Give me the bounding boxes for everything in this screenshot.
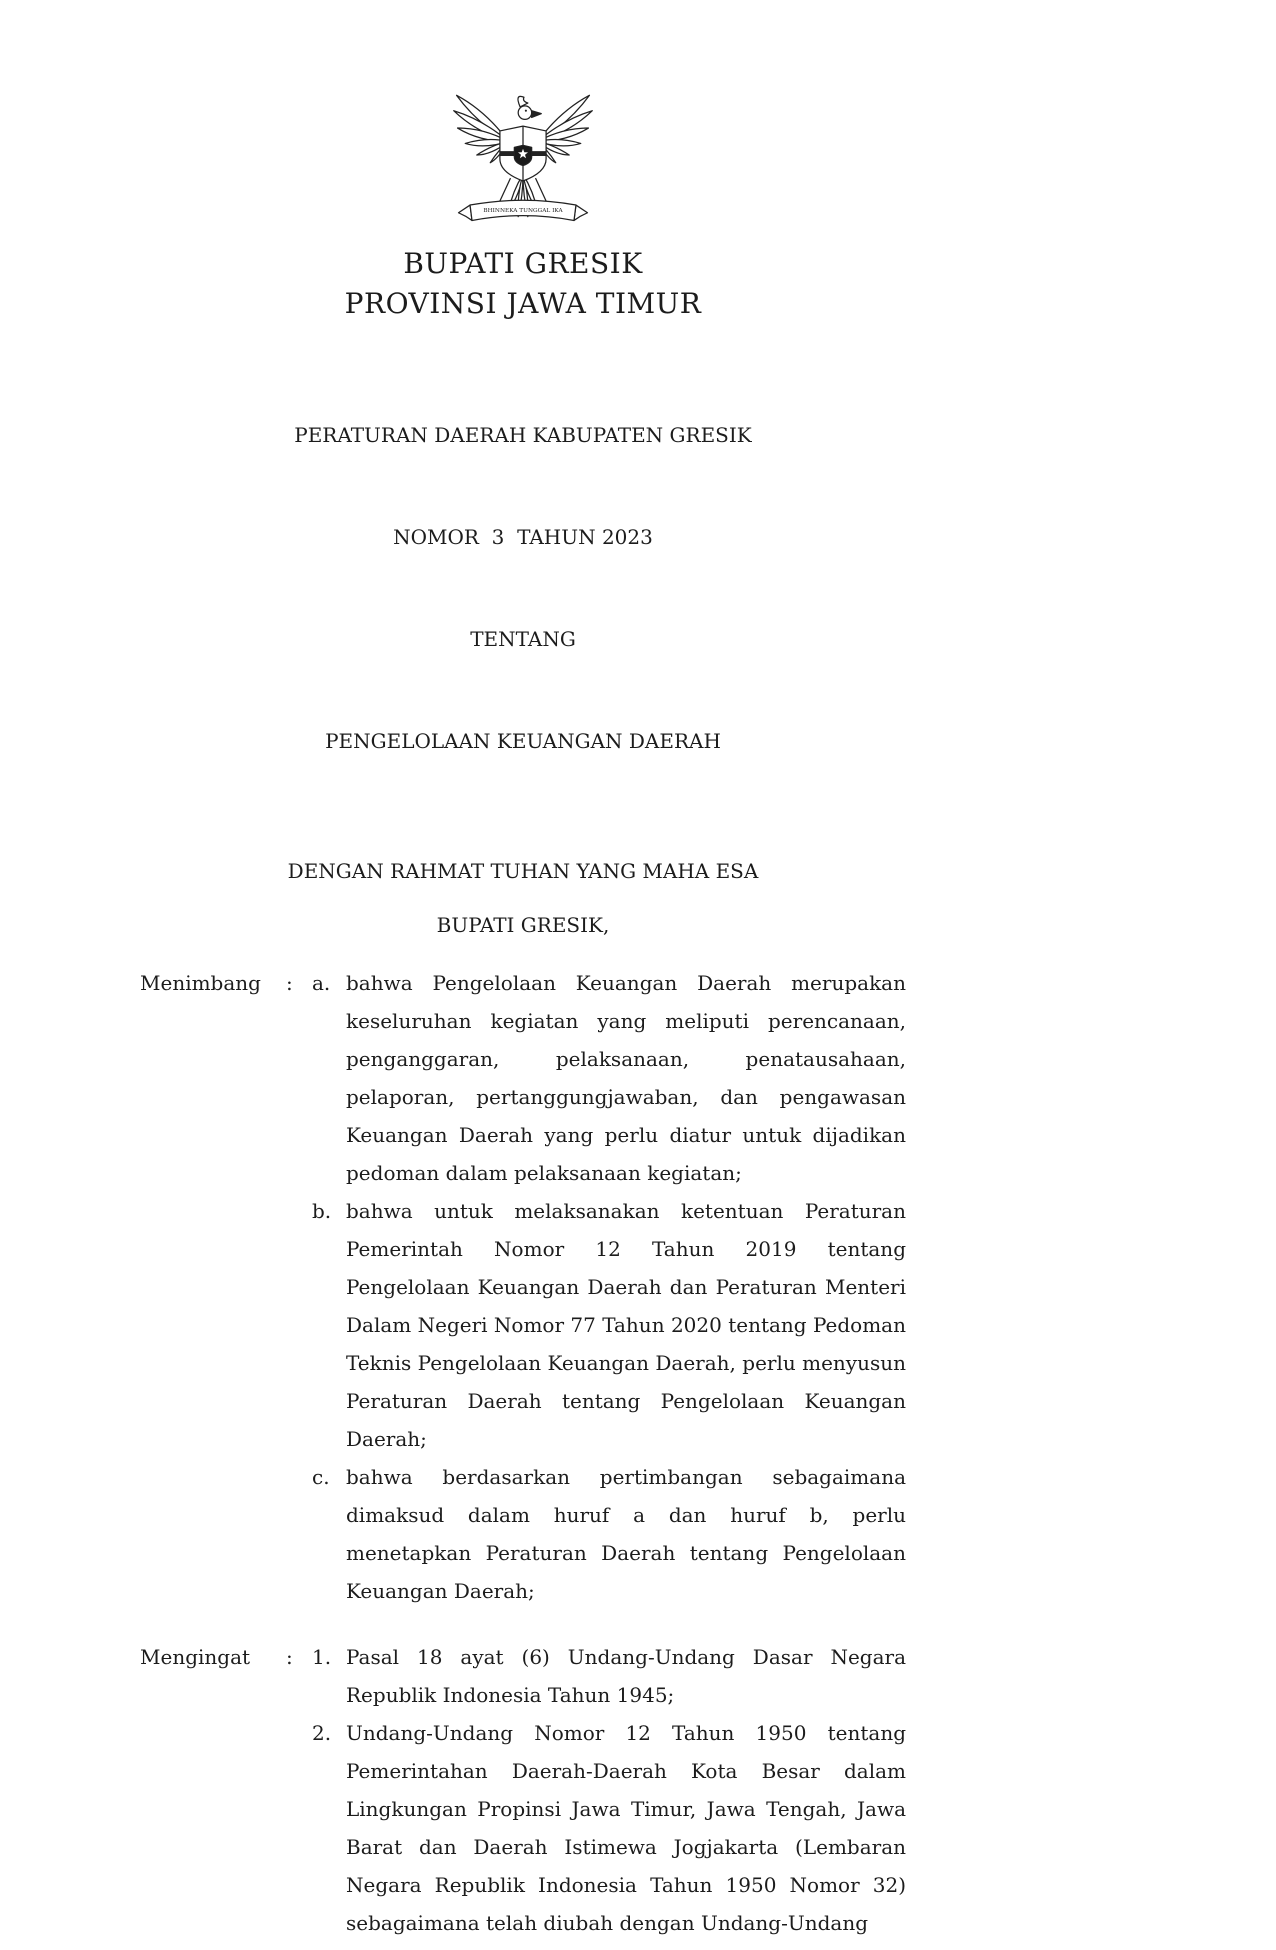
item-text: Pasal 18 ayat (6) Undang-Undang Dasar Negara Republik Indonesia Tahun 1945; xyxy=(346,1645,906,1707)
menimbang-label: Menimbang xyxy=(140,971,261,995)
invocation-line: DENGAN RAHMAT TUHAN YANG MAHA ESA xyxy=(287,859,759,883)
item-marker: 2. xyxy=(312,1721,332,1745)
mengingat-section xyxy=(140,1638,906,1942)
item-text: bahwa Pengelolaan Keuangan Daerah merupakan keseluruhan kegiatan yang meliputi perencanaan, penganggaran, pelaksanaan, penatausahaan, pelaporan, pertanggungjawaban, dan pengawasan Keuangan Daerah yang perlu diatur untuk dijadikan pedoman dalam pelaksanaan kegiatan; xyxy=(346,971,906,1185)
menimbang-section xyxy=(140,964,906,1610)
separator-colon: : xyxy=(286,1645,293,1669)
separator-colon: : xyxy=(286,971,293,995)
government-title xyxy=(140,244,906,324)
clause-row xyxy=(140,1714,906,1942)
emblem-motto: BHINNEKA TUNGGAL IKA xyxy=(483,207,563,214)
regulation-title xyxy=(140,350,906,826)
item-marker: b. xyxy=(312,1199,332,1223)
issuer-line: BUPATI GRESIK, xyxy=(436,913,610,937)
regulation-subject: PENGELOLAAN KEUANGAN DAERAH xyxy=(325,729,721,753)
clause-row xyxy=(140,1458,906,1610)
head xyxy=(518,96,541,119)
regulation-tentang: TENTANG xyxy=(470,627,576,651)
item-text: bahwa berdasarkan pertimbangan sebagaimana dimaksud dalam huruf a dan huruf b, perlu menetapkan Peraturan Daerah tentang Pengelolaan Keuangan Daerah; xyxy=(346,1465,906,1603)
item-text: Undang-Undang Nomor 12 Tahun 1950 tentang Pemerintahan Daerah-Daerah Kota Besar dalam Lingkungan Propinsi Jawa Timur, Jawa Tengah, Jawa Barat dan Daerah Istimewa Jogjakarta (Lembaran Negara Republik Indonesia Tahun 1950 Nomor 32) sebagaimana telah diubah dengan Undang-Undang xyxy=(346,1721,906,1935)
item-marker: c. xyxy=(312,1465,330,1489)
motto-banner xyxy=(459,200,588,220)
gov-title-line2: PROVINSI JAWA TIMUR xyxy=(344,287,702,320)
clause-row xyxy=(140,1638,906,1714)
mengingat-label: Mengingat xyxy=(140,1645,251,1669)
garuda-pancasila-icon xyxy=(447,78,599,232)
regulation-title-line1: PERATURAN DAERAH KABUPATEN GRESIK xyxy=(294,423,752,447)
shield xyxy=(500,126,546,181)
clause-row xyxy=(140,964,906,1192)
gov-title-line1: BUPATI GRESIK xyxy=(403,247,643,280)
page-content xyxy=(140,0,906,1942)
clause-row xyxy=(140,1192,906,1458)
item-marker: 1. xyxy=(312,1645,332,1669)
garuda-emblem xyxy=(447,78,599,232)
item-marker: a. xyxy=(312,971,331,995)
regulation-number: NOMOR 3 TAHUN 2023 xyxy=(393,525,653,549)
item-text: bahwa untuk melaksanakan ketentuan Peraturan Pemerintah Nomor 12 Tahun 2019 tentang Pengelolaan Keuangan Daerah dan Peraturan Menteri Dalam Negeri Nomor 77 Tahun 2020 tentang Pedoman Teknis Pengelolaan Keuangan Daerah, perlu menyusun Peraturan Daerah tentang Pengelolaan Keuangan Daerah; xyxy=(346,1199,906,1451)
